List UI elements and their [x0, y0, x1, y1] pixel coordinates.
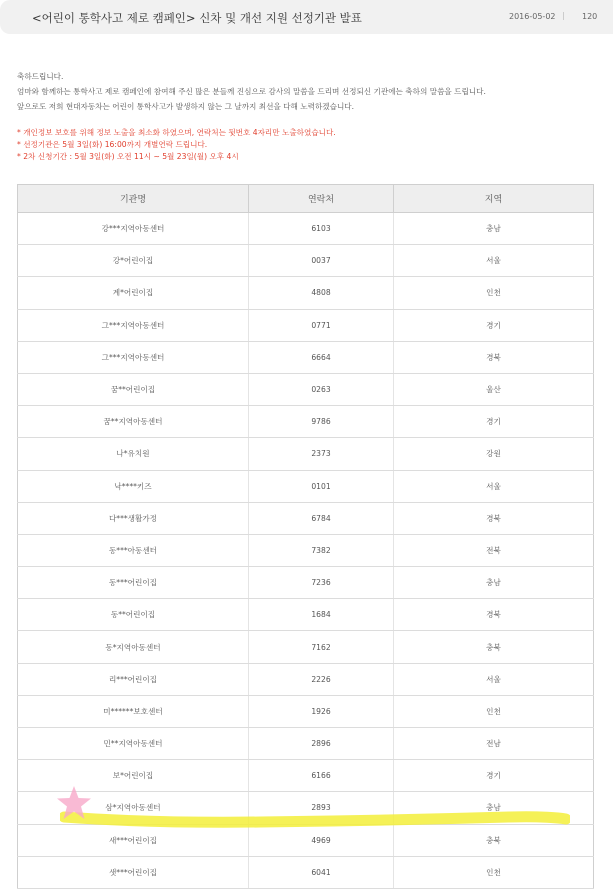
institution-name-cell: 삼*지역아동센터 [18, 792, 249, 824]
selected-institutions-table [17, 184, 594, 889]
table-row [18, 438, 594, 470]
region-cell: 충남 [394, 792, 594, 824]
institution-name-cell: 강***지역아동센터 [18, 213, 249, 245]
column-header-region: 지역 [394, 185, 594, 213]
contact-cell: 0771 [249, 309, 394, 341]
intro-line: 앞으로도 저희 현대자동차는 어린이 통학사고가 발생하지 않는 그 날까지 최선을 다해 노력하겠습니다. [17, 102, 355, 111]
contact-cell: 2226 [249, 663, 394, 695]
intro-line: 엄마와 함께하는 통학사고 제로 캠페인에 참여해 주신 많은 분들께 진심으로 감사의 말씀을 드리며 선정되신 기관에는 축하의 말씀을 드립니다. [17, 87, 486, 96]
region-cell: 충남 [394, 213, 594, 245]
table-row [18, 824, 594, 856]
institution-name-cell: 꿈**지역아동센터 [18, 406, 249, 438]
institution-name-cell: 다***생활가정 [18, 502, 249, 534]
institution-name-cell: 강*어린이집 [18, 245, 249, 277]
intro-line: 축하드립니다. [17, 72, 64, 81]
table-row [18, 502, 594, 534]
institution-name-cell: 새***어린이집 [18, 824, 249, 856]
institution-name-cell: 꿈**어린이집 [18, 373, 249, 405]
region-cell: 경기 [394, 760, 594, 792]
table-row [18, 856, 594, 888]
contact-cell: 6664 [249, 341, 394, 373]
institution-name-cell: 동*지역아동센터 [18, 631, 249, 663]
table-row [18, 792, 594, 824]
notice-line: * 2차 신청기간 : 5월 3일(화) 오전 11시 ~ 5월 23일(월) 오후 4시 [17, 152, 239, 161]
table-row [18, 277, 594, 309]
institution-name-cell: 계*어린이집 [18, 277, 249, 309]
region-cell: 서울 [394, 245, 594, 277]
institution-name-cell: 샛***어린이집 [18, 856, 249, 888]
table-header-row [18, 185, 594, 213]
institution-name-cell: 그***지역아동센터 [18, 309, 249, 341]
contact-cell: 0037 [249, 245, 394, 277]
institution-name-cell: 리***어린이집 [18, 663, 249, 695]
region-cell: 인천 [394, 695, 594, 727]
table-row [18, 341, 594, 373]
table-row [18, 695, 594, 727]
institution-name-cell: 동***아동센터 [18, 534, 249, 566]
table-row [18, 213, 594, 245]
contact-cell: 4969 [249, 824, 394, 856]
contact-cell: 7162 [249, 631, 394, 663]
region-cell: 경북 [394, 502, 594, 534]
contact-cell: 6041 [249, 856, 394, 888]
table-row [18, 406, 594, 438]
table-row [18, 245, 594, 277]
region-cell: 서울 [394, 470, 594, 502]
notice-line: * 개인정보 보호를 위해 정보 노출을 최소화 하였으며, 연락처는 뒷번호 4자리만 노출하였습니다. [17, 128, 336, 137]
contact-cell: 7382 [249, 534, 394, 566]
region-cell: 인천 [394, 277, 594, 309]
table-row [18, 567, 594, 599]
table-row [18, 309, 594, 341]
institution-name-cell: 동***어린이집 [18, 567, 249, 599]
table-row [18, 663, 594, 695]
contact-cell: 0101 [249, 470, 394, 502]
institution-name-cell: 낙****키즈 [18, 470, 249, 502]
institution-name-cell: 나*유치원 [18, 438, 249, 470]
region-cell: 울산 [394, 373, 594, 405]
region-cell: 서울 [394, 663, 594, 695]
contact-cell: 9786 [249, 406, 394, 438]
region-cell: 경북 [394, 341, 594, 373]
region-cell: 충북 [394, 824, 594, 856]
table-row [18, 470, 594, 502]
post-header [0, 0, 613, 34]
header-separator: | [562, 11, 565, 20]
intro-text [17, 69, 486, 114]
contact-cell: 2893 [249, 792, 394, 824]
column-header-contact: 연락처 [249, 185, 394, 213]
contact-cell: 6784 [249, 502, 394, 534]
notice-line: * 선정기관은 5월 3일(화) 16:00까지 개별연락 드립니다. [17, 140, 208, 149]
table-row [18, 599, 594, 631]
region-cell: 전북 [394, 534, 594, 566]
contact-cell: 4808 [249, 277, 394, 309]
table-row [18, 373, 594, 405]
column-header-institution: 기관명 [18, 185, 249, 213]
post-title: <어린이 통학사고 제로 캠페인> 신차 및 개선 지원 선정기관 발표 [32, 11, 362, 25]
contact-cell: 0263 [249, 373, 394, 405]
view-count: 120 [582, 12, 598, 21]
table-row [18, 631, 594, 663]
contact-cell: 6103 [249, 213, 394, 245]
contact-cell: 2373 [249, 438, 394, 470]
region-cell: 경기 [394, 309, 594, 341]
region-cell: 충남 [394, 567, 594, 599]
contact-cell: 2896 [249, 728, 394, 760]
region-cell: 전남 [394, 728, 594, 760]
contact-cell: 6166 [249, 760, 394, 792]
institution-name-cell: 민**지역아동센터 [18, 728, 249, 760]
region-cell: 경북 [394, 599, 594, 631]
table-row [18, 760, 594, 792]
institution-name-cell: 그***지역아동센터 [18, 341, 249, 373]
region-cell: 충북 [394, 631, 594, 663]
table-row [18, 534, 594, 566]
notice-list [17, 127, 336, 163]
region-cell: 인천 [394, 856, 594, 888]
region-cell: 강원 [394, 438, 594, 470]
post-date: 2016-05-02 [509, 12, 556, 21]
contact-cell: 7236 [249, 567, 394, 599]
table-row [18, 728, 594, 760]
region-cell: 경기 [394, 406, 594, 438]
contact-cell: 1926 [249, 695, 394, 727]
institution-name-cell: 보*어린이집 [18, 760, 249, 792]
institution-name-cell: 미******보호센터 [18, 695, 249, 727]
contact-cell: 1684 [249, 599, 394, 631]
institution-name-cell: 동**어린이집 [18, 599, 249, 631]
